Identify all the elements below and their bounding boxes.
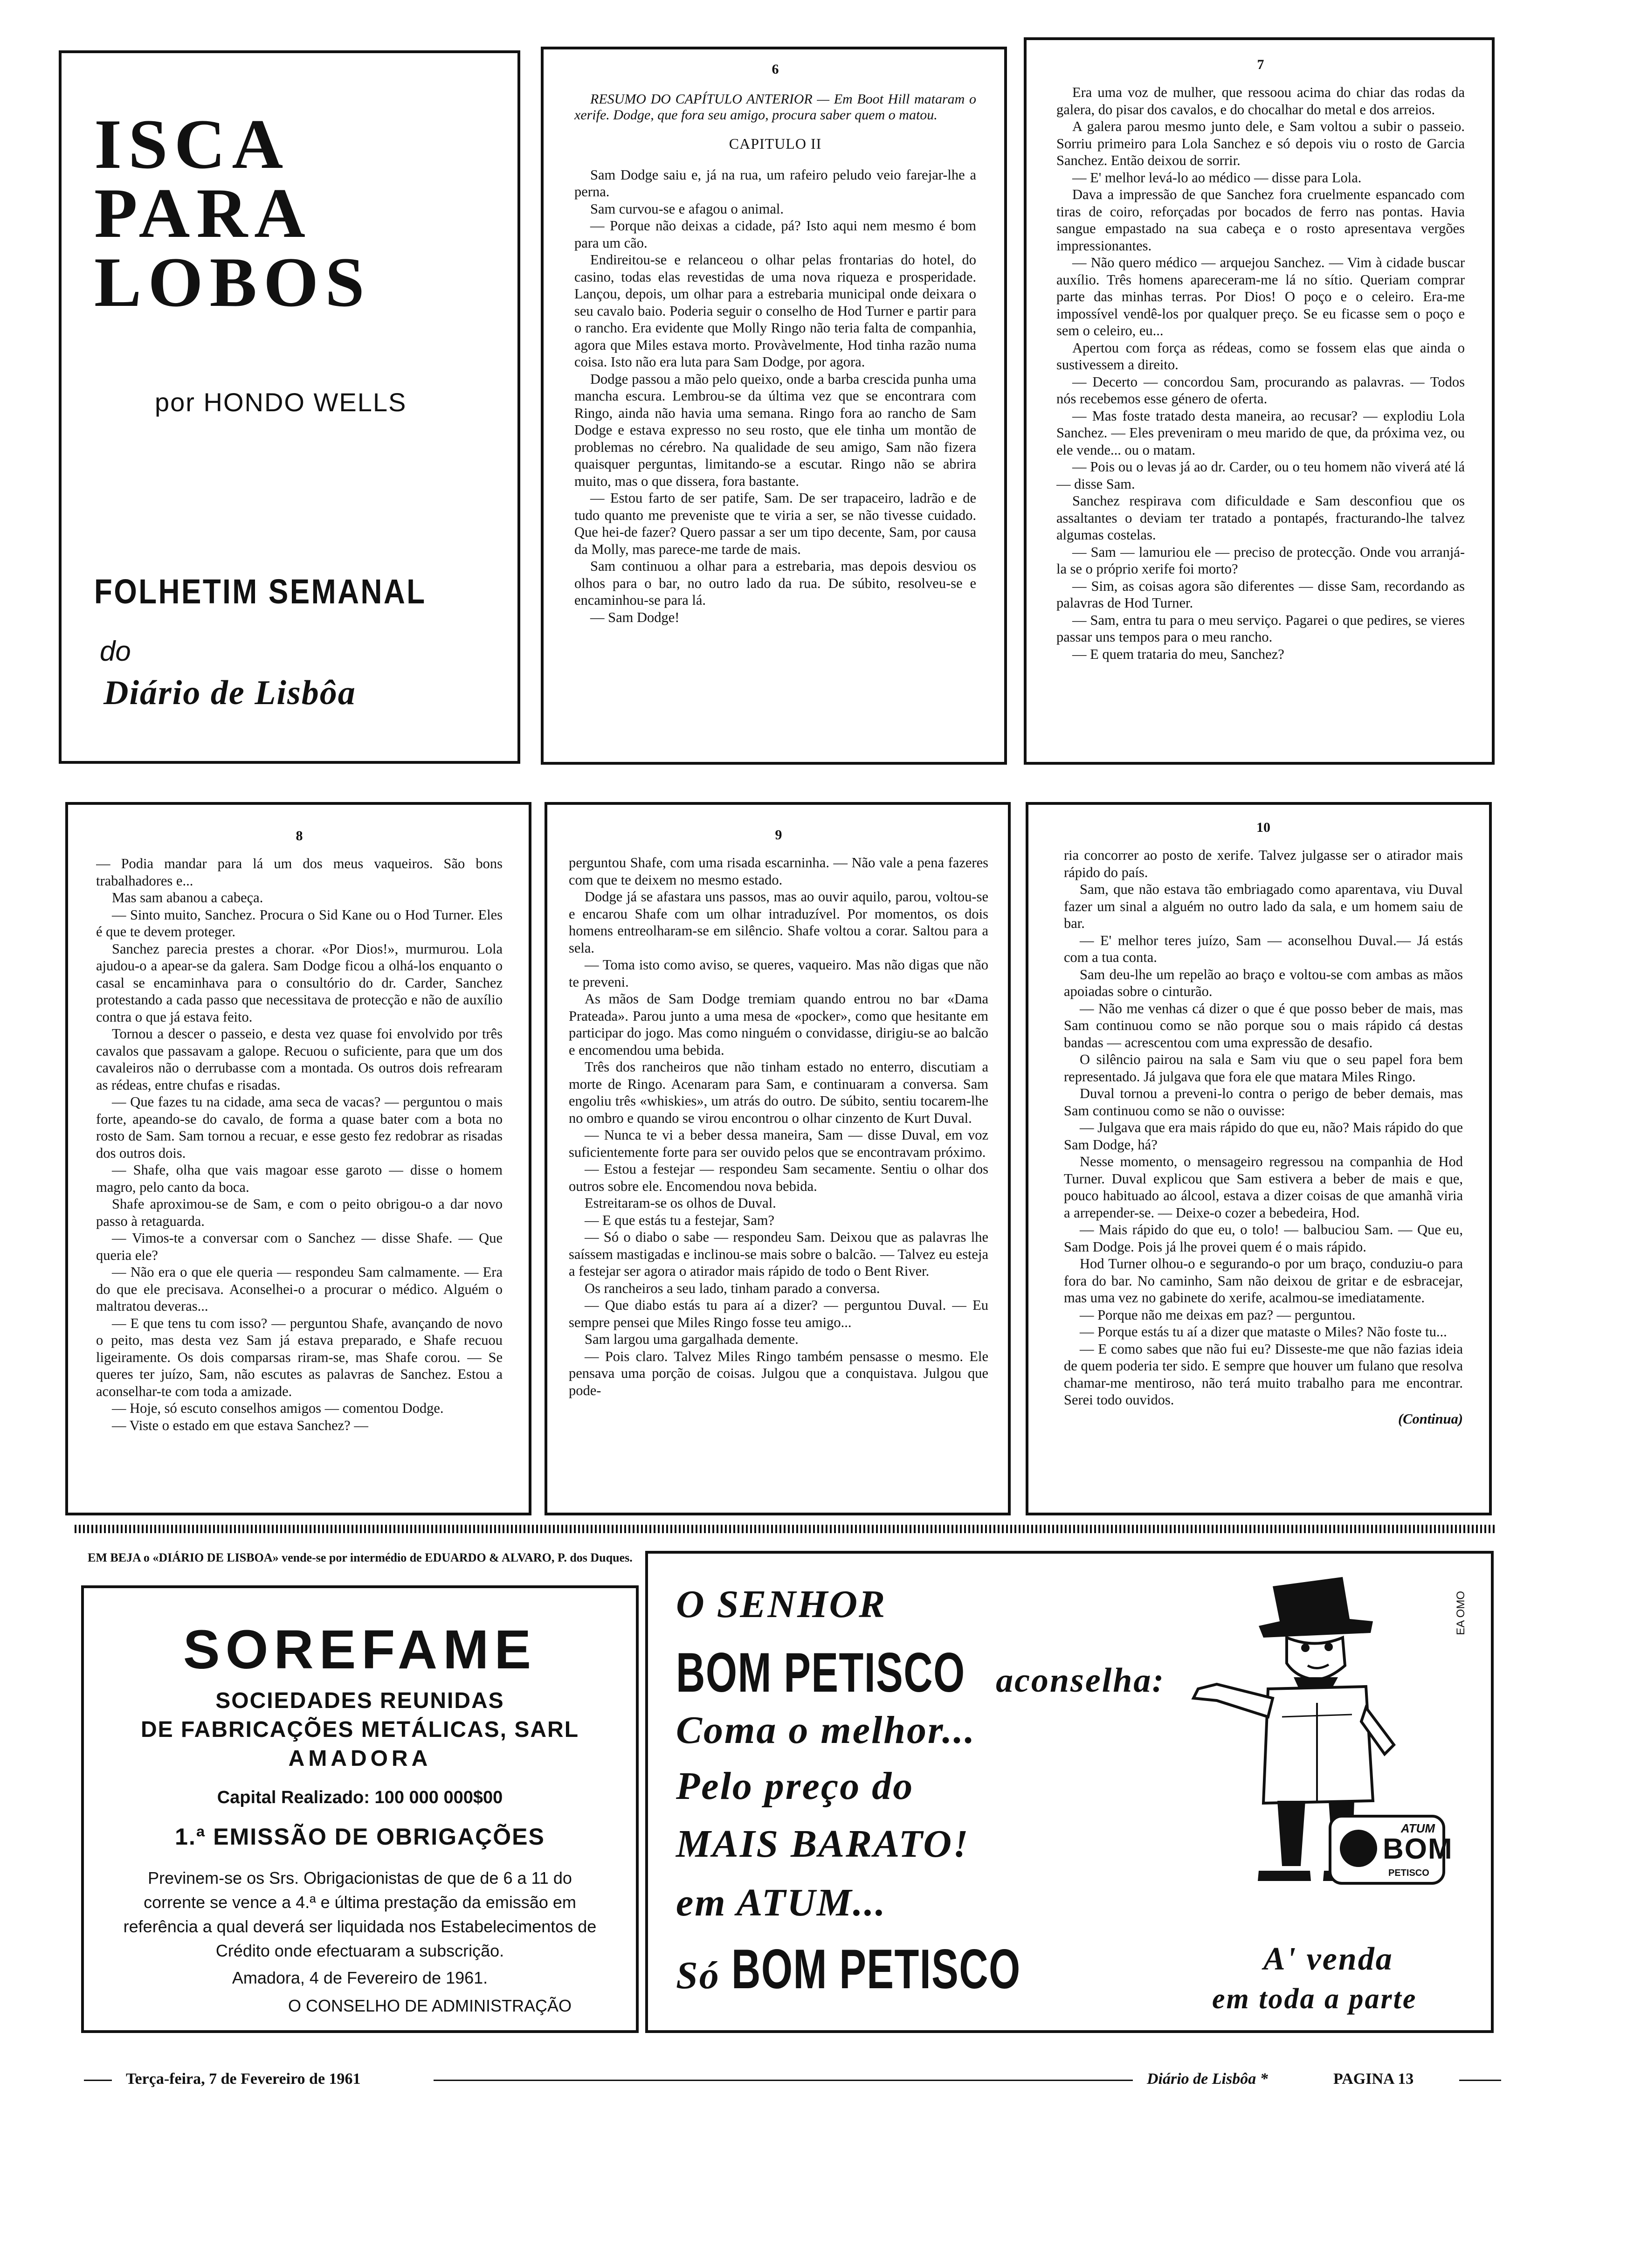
paragraph: — Estou a festejar — respondeu Sam secamente. Sentiu o olhar dos outros sobre ele. Encomendou nova bebida. [569,1161,988,1194]
paragraph: Hod Turner olhou-o e segurando-o por um braço, conduziu-o para fora do bar. No caminho, Sam não deixou de gritar e de esbracejar, mas uma vez no gabinete do xerife, acalmou-se imediatamente. [1064,1256,1463,1306]
story-page-6 [541,47,1007,765]
paragraph: Estreitaram-se os olhos de Duval. [585,1195,776,1211]
story-text [96,855,503,1434]
paragraph: — Estou farto de ser patife, Sam. De ser trapaceiro, ladrão e de tudo quanto me preveniste que te viria a ser, se não tivesse cuidado. Que hei-de fazer? Quero passar a ser um tipo decente, Sam, por causa da Molly, mas parece-me tarde de mais. [574,490,976,557]
paragraph: — Pois ou o levas já ao dr. Carder, ou o teu homem não viverá até lá — disse Sam. [1056,459,1465,492]
beja-note: EM BEJA o «DIÁRIO DE LISBOA» vende-se por intermédio de EDUARDO & ALVARO, P. dos Duques. [88,1551,633,1564]
paragraph: Sam Dodge saiu e, já na rua, um rafeiro peludo veio farejar-lhe a perna. [574,166,976,200]
story-text [574,91,976,626]
continua-label: (Continua) [1398,1411,1463,1427]
ad-line-senhor: O SENHOR [676,1583,887,1626]
footer-paper: Diário de Lisbôa * [1147,2070,1268,2088]
paragraph: — Sinto muito, Sanchez. Procura o Sid Kane ou o Hod Turner. Eles é que te devem proteger. [96,906,503,940]
paragraph: As mãos de Sam Dodge tremiam quando entrou no bar «Dama Prateada». Parou junto a uma mesa de «pocker», como que hesitante em participar do jogo. Mas como ninguém o convidasse, dirigiu-se ao balcão e encomendou uma bebida. [569,991,988,1058]
ad-aconselha: aconselha: [996,1661,1165,1700]
paragraph: — Porque estás tu aí a dizer que mataste o Miles? Não foste tu... [1080,1324,1447,1340]
brand-bom-petisco: BOM PETISCO [676,1641,965,1704]
story-page-9 [545,802,1011,1515]
paragraph: — Porque não me deixas em paz? — perguntou. [1080,1307,1356,1323]
paragraph: — Porque não deixas a cidade, pá? Isto aqui nem mesmo é bom para um cão. [574,218,976,251]
paragraph: A galera parou mesmo junto dele, e Sam voltou a subir o passeio. Sorriu primeiro para Lola Sanchez e só depois viu o rosto de Garcia Sanchez. Então deixou de sorrir. [1056,118,1465,168]
can-sub: PETISCO [1388,1868,1429,1878]
paragraph: — Não quero médico — arquejou Sanchez. — Vim à cidade buscar auxílio. Três homens apareceram-me lá no sítio. Queriam comprar parte das minhas terras. Por Dios! O poço e o celeiro. Era-me impossível vendê-los por qualquer preço. Se eu ficasse sem o poço e sem o celeiro, eu... [1056,255,1465,339]
newspaper-logo: Diário de Lisbôa [103,674,356,712]
paragraph: — E que estás tu a festejar, Sam? [585,1212,774,1228]
footer-rule-left [84,2080,112,2081]
sorefame-sub2: DE FABRICAÇÕES METÁLICAS, SARL [140,1717,579,1742]
paragraph: — Shafe, olha que vais magoar esse garoto — disse o homem magro, pelo canto da boca. [96,1162,503,1195]
paragraph: Sam, que não estava tão embriagado como aparentava, viu Duval fazer um sinal a alguém no outro lado da sala, e um homem saiu de bar. [1064,881,1463,931]
paragraph: Sam continuou a olhar para a estrebaria, mas depois desviou os olhos para o bar, no outro lado da rua. De súbito, resolveu-se e encaminhou-se para lá. [574,558,976,608]
can-top-label: ATUM [1400,1821,1435,1835]
byline: por HONDO WELLS [155,387,407,417]
footer-rule-mid [434,2080,1133,2081]
paragraph: — Que fazes tu na cidade, ama seca de vacas? — perguntou o mais forte, apeando-se do cavalo, de forma a quase bater com a bota no rosto de Sam. Sam tornou a recuar, e esse gesto fez redobrar as risadas dos outros dois. [96,1094,503,1161]
title-box [59,50,520,764]
page-number: 9 [775,827,782,843]
title-line-1: ISCA [94,105,290,183]
title-line-3: LOBOS [94,243,371,321]
footer-rule-right [1459,2080,1501,2081]
paragraph: — Sam Dodge! [590,609,680,625]
paragraph: Sanchez respirava com dificuldade e Sam desconfiou que os assaltantes o deviam ter tratado a pontapés, fracturando-lhe talvez algumas costelas. [1056,493,1465,543]
paragraph: — E como sabes que não fui eu? Disseste-me que não fazias ideia de quem poderia ter sido. E sempre que houver um fulano que resolva chamar-me mentiroso, não terá muito trabalho para me encontrar. Serei todo ouvidos. [1064,1341,1463,1408]
story-page-7 [1024,37,1495,765]
sorefame-date: Amadora, 4 de Fevereiro de 1961. [232,1968,488,1987]
bom-petisco-ad [645,1551,1494,2033]
paragraph: Era uma voz de mulher, que ressoou acima do chiar das rodas da galera, do pisar dos cavalos, e do chocalhar do metal e dos arreios. [1056,84,1465,118]
paragraph: Sam deu-lhe um repelão ao braço e voltou-se com ambas as mãos apoiadas sobre o cinturão. [1064,966,1463,999]
paragraph: Os rancheiros a seu lado, tinham parado a conversa. [585,1280,880,1296]
paragraph: — Nunca te vi a beber dessa maneira, Sam — disse Duval, em voz suficientemente forte para ser ouvido pelos que se encontravam próximo. [569,1127,988,1160]
paragraph: perguntou Shafe, com uma risada escarninha. — Não vale a pena fazeres com que te deixem no mesmo estado. [569,855,988,888]
paragraph: Sam curvou-se e afagou o animal. [590,201,784,217]
paragraph: — Que diabo estás tu para aí a dizer? — perguntou Duval. — Eu sempre pensei que Miles Ringo fosse teu amigo... [569,1297,988,1330]
sorefame-ad [81,1585,639,2033]
paragraph: — Sam, entra tu para o meu serviço. Pagarei o que pedires, se vieres passar uns tempos para o meu rancho. [1056,612,1465,645]
sorefame-place: AMADORA [288,1746,432,1771]
paragraph: Shafe aproximou-se de Sam, e com o peito obrigou-o a dar novo passo à retaguarda. [96,1196,503,1229]
footer-page: PAGINA 13 [1333,2070,1414,2088]
paragraph: Dodge passou a mão pelo queixo, onde a barba crescida punha uma mancha escura. Lembrou-se da última vez que se encontrara com Ringo, ainda não havia uma semana. Ringo fora ao rancho de Sam Dodge e estava expresso no seu rosto, que ele tinha um montão de problemas no cérebro. Na qualidade de seu amigo, Sam não fizera quaisquer perguntas, limitando-se a escutar. Ringo não se abrira muito, mas o que dissera, fora bastante. [574,371,976,489]
can-brand: BOM [1383,1833,1453,1865]
sorefame-body: Previnem-se os Srs. Obrigacionistas de que de 6 a 11 do corrente se vence a 4.ª e última prestação da emissão em referência a qual deverá ser liquidada nos Estabelecimentos de Crédito onde efectuaram a subscrição. [123,1868,597,1960]
paragraph: — Sam — lamuriou ele — preciso de protecção. Onde vou arranjá-la se o próprio xerife foi morto? [1056,544,1465,577]
tuna-can [1329,1815,1453,1885]
series-label: FOLHETIM SEMANAL [94,572,427,611]
paragraph: — Podia mandar para lá um dos meus vaqueiros. São bons trabalhadores e... [96,856,503,889]
paragraph: — Decerto — concordou Sam, procurando as palavras. — Todos nós recebemos esse género de oferta. [1056,373,1465,407]
paragraph: Duval tornou a preveni-lo contra o perigo de beber demais, mas Sam continuou como se não o ouvisse: [1064,1086,1463,1119]
can-fish-icon [1340,1830,1377,1867]
ad-line-coma: Coma o melhor... [676,1708,976,1752]
story-text [1064,847,1463,1427]
paragraph: Apertou com força as rédeas, como se fossem elas que ainda o sustivessem a direito. [1056,339,1465,373]
ad-line-preco: Pelo preço do [676,1764,914,1808]
paragraph: — Só o diabo o sabe — respondeu Sam. Deixou que as palavras lhe saíssem mastigadas e inclinou-se mais sobre o balcão. — Talvez eu esteja a festejar ser agora o atirador mais rápido de todo o Bent River. [569,1229,988,1279]
ad-line-barato: MAIS BARATO! [676,1822,970,1866]
chapter-heading: CAPITULO II [729,135,822,152]
paragraph: Dodge já se afastara uns passos, mas ao ouvir aquilo, parou, voltou-se e encarou Shafe com um olhar intraduzível. Por momentos, os dois homens entreolharam-se em silêncio. Shafe voltou a corar. Saltou para a sela. [569,889,988,956]
ad-line-7 [676,1937,1133,2001]
paragraph: — E que tens tu com isso? — perguntou Shafe, avançando de novo o peito, mas desta vez Sam já estava preparado, e Shafe recuou ligeiramente. Os dois comparsas riram-se, mas Shafe corou. — Se queres ter juízo, Sam, não escutes as palavras de Sanchez. Estou a aconselhar-te com toda a amizade. [96,1315,503,1399]
paragraph: — E' melhor levá-lo ao médico — disse para Lola. [1072,169,1362,186]
paragraph: O silêncio pairou na sala e Sam viu que o seu papel fora bem representado. Já julgava que fora ele que matara Miles Ringo. [1064,1051,1463,1085]
paragraph: — Mas foste tratado desta maneira, ao recusar? — explodiu Lola Sanchez. — Eles preveniram o meu marido de que, da próxima vez, ou ele vende... ou o matam. [1056,408,1465,458]
paragraph: — Viste o estado em que estava Sanchez? — [112,1417,368,1433]
paragraph: Tornou a descer o passeio, e desta vez quase foi envolvido por três cavalos que passavam a galope. Recuou o suficiente, para que um dos cavaleiros não o derrubasse com a montada. Os outros dois refrearam as rédeas, entre chufas e risadas. [96,1026,503,1093]
paragraph: ria concorrer ao posto de xerife. Talvez julgasse ser o atirador mais rápido do país. [1064,847,1463,880]
story-text [1056,84,1465,663]
paragraph: Endireitou-se e relanceou o olhar pelas frontarias do hotel, do casino, todas elas revestidas de uma nova riqueza e prosperidade. Lançou, depois, um olhar para a estrebaria municipal onde deixara o seu cavalo baio. Poderia seguir o conselho de Hod Turner e partir para o rancho. Era evidente que Molly Ringo não teria falta de companhia, agora que Miles estava morto. Provàvelmente, Hod tinha razão numa coisa. Isto não era luta para Sam Dodge, por agora. [574,252,976,370]
paragraph: — Não era o que ele queria — respondeu Sam calmamente. — Era do que ele precisava. Aconselhei-o a procurar o médico. Alguém o maltratou deveras... [96,1264,503,1314]
paragraph: — Toma isto como aviso, se queres, vaqueiro. Mas não digas que não te preveni. [569,957,988,990]
ad-separator [75,1525,1496,1533]
paragraph: Mas sam abanou a cabeça. [112,890,263,906]
ad-side-code: EA OMO [1455,1591,1467,1635]
paragraph: — E quem trataria do meu, Sanchez? [1072,646,1284,662]
page-number: 8 [296,828,303,844]
ad-venda: A' venda [1263,1941,1393,1977]
footer-date: Terça-feira, 7 de Fevereiro de 1961 [126,2070,361,2088]
ad-toda-parte: em toda a parte [1212,1983,1417,2015]
paragraph: — Pois claro. Talvez Miles Ringo também pensasse o mesmo. Ele pensava uma porção de coisas. Julgou que a conquistava. Julgou que pode- [569,1348,988,1398]
paragraph: — Julgava que era mais rápido do que eu, não? Mais rápido do que Sam Dodge, há? [1064,1120,1463,1153]
story-page-8 [65,802,531,1515]
ad-line-atum: em ATUM... [676,1881,887,1924]
title-line-2: PARA [94,174,312,252]
sorefame-capital: Capital Realizado: 100 000 000$00 [217,1788,503,1807]
paragraph: Sam largou uma gargalhada demente. [585,1331,799,1347]
sorefame-signature: O CONSELHO DE ADMINISTRAÇÃO [288,1996,572,2015]
story-text [569,854,988,1399]
series-do: do [100,636,131,667]
paragraph: Três dos rancheiros que não tinham estado no enterro, discutiam a morte de Ringo. Acenaram para Sam, e continuaram a conversa. Sam engoliu três «whiskies», um atrás do outro. De súbito, sentiu tocarem-lhe no ombro e quando se virou encontrou o olhar cinzento de Kurt Duval. [569,1059,988,1126]
story-page-10 [1026,802,1492,1515]
paragraph: — Mais rápido do que eu, o tolo! — balbuciou Sam. — Que eu, Sam Dodge. Pois já lhe provei quem é o mais rápido. [1064,1222,1463,1255]
paragraph: — Não me venhas cá dizer o que é que posso beber de mais, mas Sam continuou como se não porque sou o mais rápido cá destas bandas — acrescentou com uma expressão de desafio. [1064,1000,1463,1051]
paragraph: — Vimos-te a conversar com o Sanchez — disse Shafe. — Que queria ele? [96,1230,503,1263]
paragraph: — Sim, as coisas agora são diferentes — disse Sam, recordando as palavras de Hod Turner. [1056,578,1465,611]
paragraph: Dava a impressão de que Sanchez fora cruelmente espancado com tiras de coiro, reforçadas por bocados de ferro nas pontas. Havia sangue empastado na sua cabeça e o rosto apresentava vergões impressionantes. [1056,187,1465,254]
paragraph: Sanchez parecia prestes a chorar. «Por Dios!», murmurou. Lola ajudou-o a apear-se da galera. Sam Dodge ficou a olhá-los enquanto o casal se encaminhava para o consultório do dr. Carder, Sanchez protestando a cada passo que necessitava de protecção e não de auxílio contra o que já estava feito. [96,940,503,1025]
brand-bom-petisco-2: BOM PETISCO [731,1938,1021,2000]
ad-so: Só [676,1954,720,1997]
sorefame-sub1: SOCIEDADES REUNIDAS [215,1688,504,1713]
ad-line-2 [676,1640,1235,1705]
sorefame-emission: 1.ª EMISSÃO DE OBRIGAÇÕES [175,1824,545,1850]
chapter-summary: RESUMO DO CAPÍTULO ANTERIOR — Em Boot Hill mataram o xerife. Dodge, que fora seu amigo, procura saber quem o matou. [574,91,976,123]
paragraph: Nesse momento, o mensageiro regressou na companhia de Hod Turner. Duval explicou que Sam estivera a beber de mais e que, pouco habituado ao álcool, estava a dizer coisas de que amanhã viria a arrepender-se. — Deixe-o cozer a bebedeira, Hod. [1064,1154,1463,1221]
paragraph: — Hoje, só escuto conselhos amigos — comentou Dodge. [112,1400,444,1416]
page-number: 7 [1257,57,1264,72]
page-number: 10 [1256,820,1270,835]
paragraph: — E' melhor teres juízo, Sam — aconselhou Duval.— Já estás com a tua conta. [1064,932,1463,965]
page-number: 6 [772,62,779,77]
sorefame-name: SOREFAME [183,1619,537,1680]
